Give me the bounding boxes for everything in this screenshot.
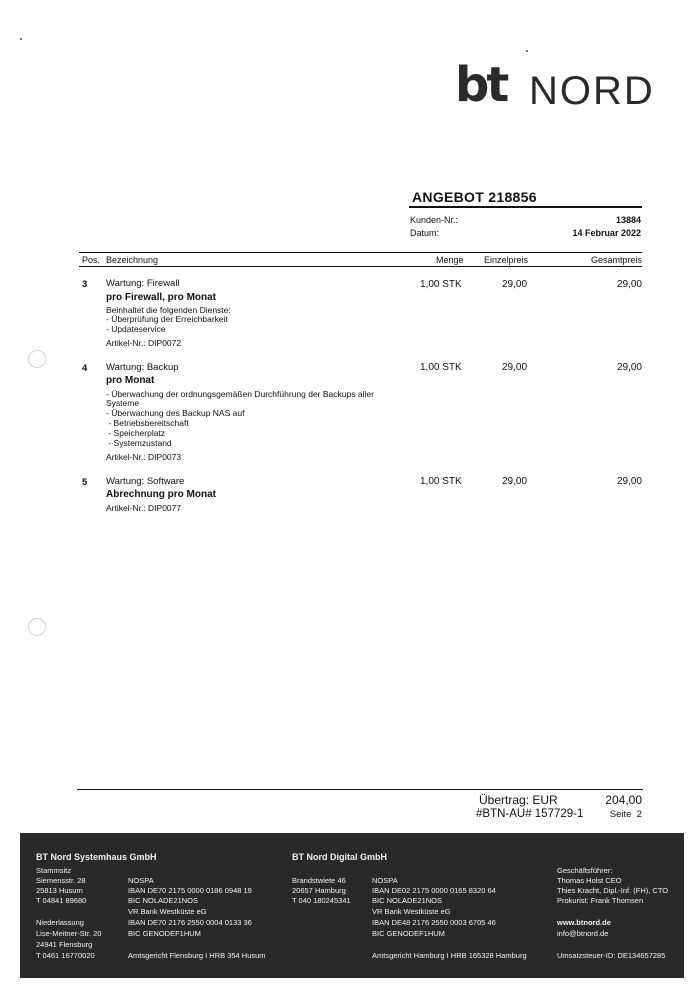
footer-line: T 0461 16770020 bbox=[36, 951, 95, 960]
footer-email-link[interactable]: info@btnord.de bbox=[557, 929, 609, 938]
col-header-description: Bezeichnung bbox=[106, 255, 159, 265]
scan-mark bbox=[526, 50, 528, 52]
item-article-number: Artikel-Nr.: DIP0073 bbox=[106, 452, 182, 462]
col-header-unit-price: Einzelpreis bbox=[484, 255, 529, 265]
footer-line: NOSPA bbox=[372, 876, 398, 885]
item-name: Wartung: Software bbox=[106, 476, 185, 487]
table-header-rule-bottom bbox=[79, 266, 642, 267]
item-total-price: 29,00 bbox=[616, 476, 642, 487]
footer-line: Amtsgericht Flensburg I HRB 354 Husum bbox=[128, 951, 266, 960]
date-label: Datum: bbox=[410, 228, 440, 238]
item-quantity: 1,00 STK bbox=[420, 279, 462, 290]
item-total-price: 29,00 bbox=[616, 362, 642, 373]
col-header-total-price: Gesamtpreis bbox=[590, 255, 642, 265]
footer-line: Amtsgericht Hamburg I HRB 165328 Hamburg bbox=[372, 951, 527, 960]
footer-line: T 040 180245341 bbox=[292, 896, 351, 905]
footer-line: NOSPA bbox=[128, 876, 154, 885]
footer-line: IBAN DE70 2175 0000 0186 0948 19 bbox=[128, 886, 252, 895]
summary-rule bbox=[77, 789, 643, 790]
footer-line: IBAN DE48 2176 2550 0003 6705 46 bbox=[372, 918, 496, 927]
document-reference: #BTN-AU# 157729-1 bbox=[476, 808, 584, 820]
footer-line: Brandstwiete 46 bbox=[292, 876, 346, 885]
customer-number-label: Kunden-Nr.: bbox=[410, 215, 459, 225]
item-quantity: 1,00 STK bbox=[420, 476, 462, 487]
item-detail: - Betriebsbereitschaft bbox=[106, 418, 189, 428]
item-detail: - Überprüfung der Erreichbarkeit bbox=[106, 314, 228, 324]
footer-line: Thies Kracht, Dipl.-Inf. (FH), CTO bbox=[557, 886, 669, 895]
footer-line: BIC NOLADE21NOS bbox=[372, 896, 443, 905]
item-name: Wartung: Firewall bbox=[106, 278, 180, 289]
footer-line: Niederlassung bbox=[36, 918, 84, 927]
item-name: Wartung: Backup bbox=[106, 362, 179, 373]
footer-line: BIC GENODEF1HUM bbox=[372, 929, 445, 938]
carry-over-label: Übertrag: EUR bbox=[479, 793, 558, 807]
item-article-number: Artikel-Nr.: DIP0072 bbox=[106, 338, 182, 348]
carry-over-value: 204,00 bbox=[605, 793, 642, 807]
item-detail: - Systemzustand bbox=[106, 438, 172, 448]
company-logo bbox=[455, 57, 655, 113]
item-detail: Systeme bbox=[106, 398, 140, 408]
col-header-pos: Pos. bbox=[82, 255, 101, 265]
footer-line: 24941 Flensburg bbox=[36, 940, 93, 949]
logo-nord: NORD bbox=[529, 69, 655, 113]
page-number: Seite 2 bbox=[609, 809, 642, 820]
footer-line: 25813 Husum bbox=[36, 886, 83, 895]
footer-line: BIC GENODEF1HUM bbox=[128, 929, 201, 938]
footer-line: BIC NOLADE21NOS bbox=[128, 896, 199, 905]
footer-line: VR Bank Westküste eG bbox=[372, 907, 451, 916]
item-pos: 3 bbox=[82, 279, 88, 290]
item-detail: - Speicherplatz bbox=[106, 428, 166, 438]
footer-company-systemhaus: BT Nord Systemhaus GmbH bbox=[36, 852, 157, 862]
item-pos: 5 bbox=[82, 477, 88, 488]
footer-line: Lise-Meitner-Str. 20 bbox=[36, 929, 102, 938]
item-unit-price: 29,00 bbox=[502, 476, 528, 487]
footer-line: IBAN DE70 2176 2550 0004 0133 36 bbox=[128, 918, 252, 927]
footer-line: Geschäftsführer: bbox=[557, 866, 613, 875]
footer-company-digital: BT Nord Digital GmbH bbox=[292, 852, 387, 862]
item-detail: - Überwachung der ordnungsgemäßen Durchführung der Backups aller bbox=[106, 389, 374, 399]
punch-hole-top bbox=[28, 350, 46, 368]
footer-line: Siemensstr. 28 bbox=[36, 876, 86, 885]
logo-bt: bt bbox=[455, 57, 507, 113]
footer-line: VR Bank Westküste eG bbox=[128, 907, 207, 916]
item-detail: Beinhaltet die folgenden Dienste: bbox=[106, 305, 231, 315]
footer-website-link[interactable]: www.btnord.de bbox=[557, 918, 611, 927]
item-unit-price: 29,00 bbox=[502, 362, 528, 373]
footer-line: 20657 Hamburg bbox=[292, 886, 346, 895]
item-detail: - Überwachung des Backup NAS auf bbox=[106, 408, 245, 418]
item-total-price: 29,00 bbox=[616, 279, 642, 290]
item-article-number: Artikel-Nr.: DIP0077 bbox=[106, 503, 182, 513]
item-detail: - Updateservice bbox=[106, 324, 166, 334]
footer-line: IBAN DE02 2175 0000 0165 8320 64 bbox=[372, 886, 496, 895]
item-quantity: 1,00 STK bbox=[420, 362, 462, 373]
item-subtitle: Abrechnung pro Monat bbox=[106, 489, 216, 500]
document-title: ANGEBOT 218856 bbox=[412, 189, 537, 205]
customer-number-value: 13884 bbox=[615, 215, 641, 225]
footer-line: T 04841 89680 bbox=[36, 896, 87, 905]
date-value: 14 Februar 2022 bbox=[572, 228, 641, 238]
footer-line: Stammsitz bbox=[36, 866, 72, 875]
col-header-quantity: Menge bbox=[436, 255, 464, 265]
footer-vat-id: Umsatzsteuer-ID: DE134657285 bbox=[557, 951, 666, 960]
punch-hole-bottom bbox=[28, 618, 46, 636]
table-header-rule-top bbox=[79, 252, 642, 253]
item-unit-price: 29,00 bbox=[502, 279, 528, 290]
footer-line: Prokurist: Frank Thomsen bbox=[557, 896, 644, 905]
company-footer bbox=[20, 833, 684, 978]
title-rule bbox=[409, 206, 642, 208]
scan-mark bbox=[20, 38, 22, 40]
item-subtitle: pro Monat bbox=[106, 375, 155, 386]
footer-line: Thomas Holst CEO bbox=[557, 876, 622, 885]
item-subtitle: pro Firewall, pro Monat bbox=[106, 292, 217, 303]
item-pos: 4 bbox=[82, 363, 88, 374]
